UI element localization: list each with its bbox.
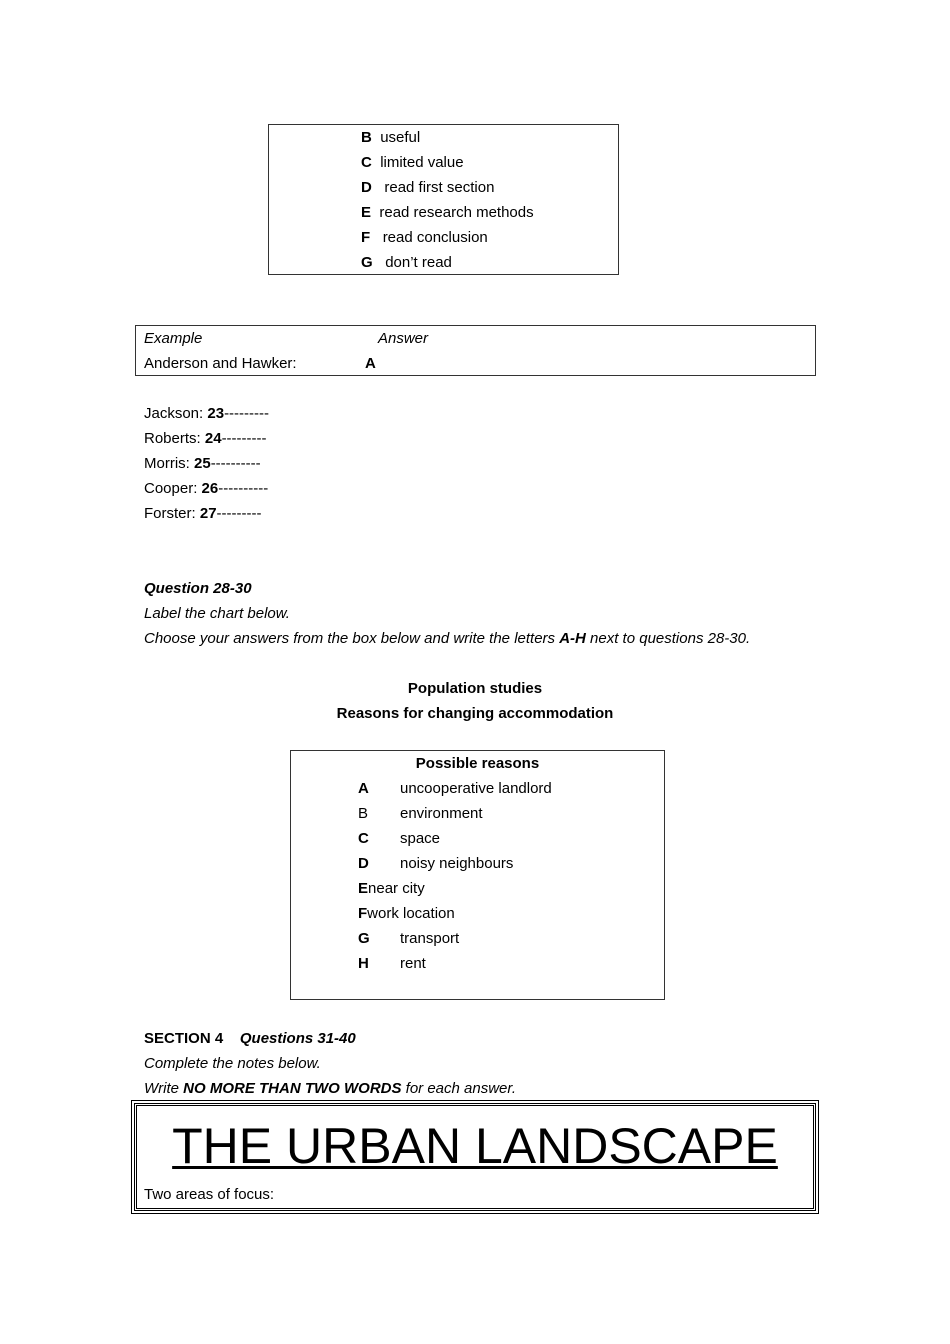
question-28-30-heading: Question 28-30 xyxy=(144,580,252,597)
question-25: Morris: 25---------- xyxy=(144,455,261,472)
option-c: C limited value xyxy=(361,154,464,171)
example-name: Anderson and Hawker: xyxy=(144,355,297,372)
chart-title: Population studies xyxy=(407,680,543,697)
answer-label: Answer xyxy=(378,330,429,347)
option-e: E read research methods xyxy=(361,204,534,221)
complete-notes-instruction: Complete the notes below. xyxy=(144,1055,321,1072)
reason-g: G transport xyxy=(358,930,460,947)
word-limit-instruction: Write NO MORE THAN TWO WORDS for each answer. xyxy=(144,1080,516,1097)
urban-landscape-subtitle: Two areas of focus: xyxy=(144,1186,275,1203)
option-g: G don’t read xyxy=(361,254,452,271)
question-26: Cooper: 26---------- xyxy=(144,480,269,497)
urban-landscape-title: THE URBAN LANDSCAPE xyxy=(172,1118,778,1174)
choose-instruction: Choose your answers from the box below and write the letters A-H next to questions 28-30. xyxy=(144,630,751,647)
reason-d: D noisy neighbours xyxy=(358,855,514,872)
reason-b: B environment xyxy=(358,805,483,822)
example-answer: A xyxy=(365,355,376,372)
question-24: Roberts: 24--------- xyxy=(144,430,267,447)
chart-subtitle: Reasons for changing accommodation xyxy=(336,705,614,722)
option-f: F read conclusion xyxy=(361,229,488,246)
example-label: Example xyxy=(144,330,203,347)
question-27: Forster: 27--------- xyxy=(144,505,262,522)
reason-f: Fwork location xyxy=(358,905,455,922)
reason-e: Enear city xyxy=(358,880,425,897)
label-instruction: Label the chart below. xyxy=(144,605,290,622)
question-23: Jackson: 23--------- xyxy=(144,405,270,422)
option-d: D read first section xyxy=(361,179,495,196)
reason-h: H rent xyxy=(358,955,426,972)
option-b: B useful xyxy=(361,129,421,146)
reason-a: A uncooperative landlord xyxy=(358,780,552,797)
reasons-heading: Possible reasons xyxy=(415,755,540,772)
reason-c: C space xyxy=(358,830,441,847)
section-4-heading: SECTION 4 Questions 31-40 xyxy=(144,1030,356,1047)
